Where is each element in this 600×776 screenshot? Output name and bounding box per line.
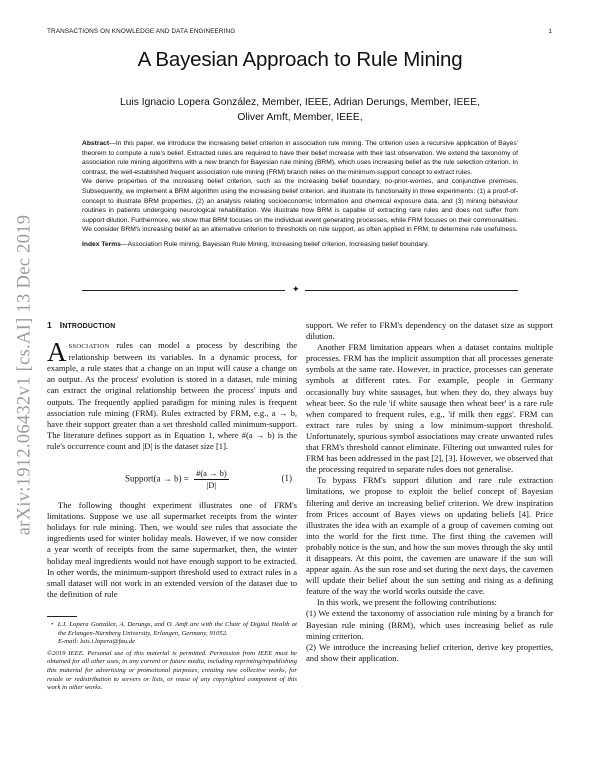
separator-diamond-icon: ✦ (292, 285, 300, 295)
contribution-1: (1) We extend the taxonomy of association rule mining by a branch for Bayesian rule mining (BRM), which uses increasing belief as rule mining criterion. (306, 608, 553, 641)
intro-paragraph-1 (47, 337, 297, 452)
right-paragraph-4: In this work, we present the following contributions: (317, 597, 497, 608)
abstract (82, 139, 518, 250)
index-terms-text: —Association Rule mining, Bayesian Rule Mining, Increasing belief criterion, Increasing belief boundary. (120, 240, 429, 248)
index-terms (82, 240, 518, 250)
arxiv-identifier: arXiv:1912.06432v1 [cs.AI] 13 Dec 2019 (14, 214, 35, 536)
journal-name: TRANSACTIONS ON KNOWLEDGE AND DATA ENGINEERING (47, 28, 236, 35)
section-heading-introduction (47, 320, 297, 332)
separator-rule-right (305, 290, 518, 291)
equation-lhs: Support(a → b) = (125, 473, 189, 484)
right-column (306, 320, 553, 664)
author-line-1: Luis Ignacio Lopera González, Member, IEEE, Adrian Derungs, Member, IEEE, (119, 97, 480, 108)
footnote-affiliation-text: L.I. Lopera González, A. Derungs, and O. Amft are with the Chair of Digital Health at the Erlangen-Nürnberg University, Erlangen, Germany, 91052. (57, 621, 298, 637)
abstract-text-1: —In this paper, we introduce the increasing belief criterion in association rule mining. The criterion uses a recursive application of Bayes' theorem to compute a rule's belief. Extracted rules are required to have their belief increase with their last observation. We extend the taxonomy of association rule mining algorithms with a new branch for Bayesian rule mining (BRM), which uses increasing belief as the rule selection criterion. In contrast, the well-established frequent association rule mining (FRM) branch relies on the minimum-support concept to extract rules. (82, 140, 518, 176)
arxiv-sidebar (5, 165, 45, 585)
equation-fraction (194, 468, 229, 491)
right-paragraph-3: To bypass FRM's support dilution and rare rule extraction limitations, we propose to exploit the belief concept of Bayesian filtering and derive an increasing belief criterion. We drew inspiration from Prices account of Bayes views on updating beliefs [4]. Price illustrates the idea with an example of a group of cavemen coming out into the world for the first time. The first thing the cavemen will probably notice is the sun, and how the sun moves through the sky until it disappears. At this point, the cavemen are unaware if the sun will appear again. As the sun rose and set during the next days, the cavemen will update their belief about the sun setting and rising as a defining feature of the way the world works outside the cave. (306, 475, 553, 597)
author-list (60, 95, 540, 125)
footnote-bullet: • (51, 621, 54, 628)
page-number: 1 (548, 28, 552, 35)
equation-body (125, 468, 229, 491)
section-title-rest: NTRODUCTION (62, 323, 116, 330)
right-paragraph-2: Another FRM limitation appears when a dataset contains multiple processes. FRM has the implicit assumption that all processes generate symbols at the same rate. However, in practice, processes can generate symbols at different rates. For example, people in Germany occasionally buy white sausages, but when they do, they always buy wheat beer. So the rule 'if white sausage then wheat beer' is a rare rule when compared to frequent rules, e.g., 'if milk then eggs'. FRM can extract rare rules by using a low minimum-support threshold. Unfortunately, spurious symbol associations may create unwanted rules that FRM's threshold cannot eliminate. Filtering out unwanted rules for FRM has been addressed in the past [2], [3]. However, we observed that the processing required to separate rules does not generalise. (306, 342, 553, 475)
intro-paragraph-2: The following thought experiment illustrates one of FRM's limitations. Suppose we use all supermarket receipts from the winter holidays for rule mining. Then, we would see rules that associate the ingredients used for winter holiday meals. However, if we now consider a year worth of receipts from the same supermarket, then, the winter holiday meal ingredients would not have enough support to be extracted. In other words, the minimum-support threshold used to extract rules in a small dataset will not work in an extended version of the dataset due to the definition of rule (47, 500, 297, 599)
footnotes (47, 616, 297, 693)
right-paragraph-1: support. We refer to FRM's dependency on the dataset size as support dilution. (306, 320, 553, 342)
author-line-2: Oliver Amft, Member, IEEE, (237, 112, 363, 123)
equation-number: (1) (281, 473, 292, 484)
footnote-email: E-mail: luis.i.lopera@fau.de (58, 638, 136, 646)
equation-numerator: #(a → b) (196, 468, 227, 479)
footnote-copyright: ©2019 IEEE. Personal use of this material is permitted. Permission from IEEE must be obtained for all other uses, in any current or future media, including reprinting/republishing this material for advertising or promotional purposes, creating new collective works, for resale or redistribution to servers or lists, or reuse of any copyrighted component of this work in other works. (47, 649, 297, 692)
footnote-affiliation (47, 621, 297, 647)
drop-cap: A (47, 337, 67, 368)
intro-smallcaps: SSOCIATION (68, 343, 110, 351)
section-title-initial: I (59, 320, 63, 330)
index-terms-label: Index Terms (82, 240, 121, 248)
abstract-label: Abstract (82, 140, 110, 147)
footnote-rule (47, 616, 77, 617)
intro-text-1: rules can model a process by describing the relationship between its variables. In a dynamic process, for example, a rule states that a change on an input will cause a change on an output. As the process' evolution is stored in a dataset, rule mining can extract the original relationship between the process' inputs and outputs. The frequently applied paradigm for mining rules is frequent association rule mining (FRM). Rules extracted by FRM, e.g., a → b, have their support greater than a set threshold called minimum-support. The literature defines support as in Equation 1, where #(a → b) is the rule's occurrence count and |D| is the dataset size [1]. (47, 340, 297, 451)
separator-rule-left (82, 290, 285, 291)
abstract-paragraph-2: We derive properties of the increasing belief criterion, such as the increasing belief boundary, no-prior-worries, and conjunctive premises. Subsequently, we implement a BRM algorithm using the increasing belief criterion, and illustrate its functionality in three experiments: (1) a proof-of-concept to illustrate BRM properties, (2) an analysis relating socioeconomic information and chemical exposure data, and (3) mining behaviour routines in patients undergoing neurological rehabilitation. We illustrate how BRM is capable of extracting rare rules and does not suffer from support dilution. Furthermore, we show that BRM focuses on the individual event generating processes, while FRM focuses on their commonalities. We consider BRM's increasing belief as an alternative criterion to thresholds on rule support, as often applied in FRM, to determine rule usefulness. (82, 178, 518, 234)
left-column (47, 320, 297, 600)
paper-title: A Bayesian Approach to Rule Mining (137, 48, 463, 71)
running-head (47, 28, 552, 35)
equation-1 (47, 462, 297, 492)
abstract-paragraph-1 (82, 139, 518, 177)
contribution-2: (2) We introduce the increasing belief criterion, derive key properties, and show their application. (306, 641, 553, 663)
section-number: 1 (47, 320, 52, 330)
equation-denominator: |D| (206, 480, 217, 491)
